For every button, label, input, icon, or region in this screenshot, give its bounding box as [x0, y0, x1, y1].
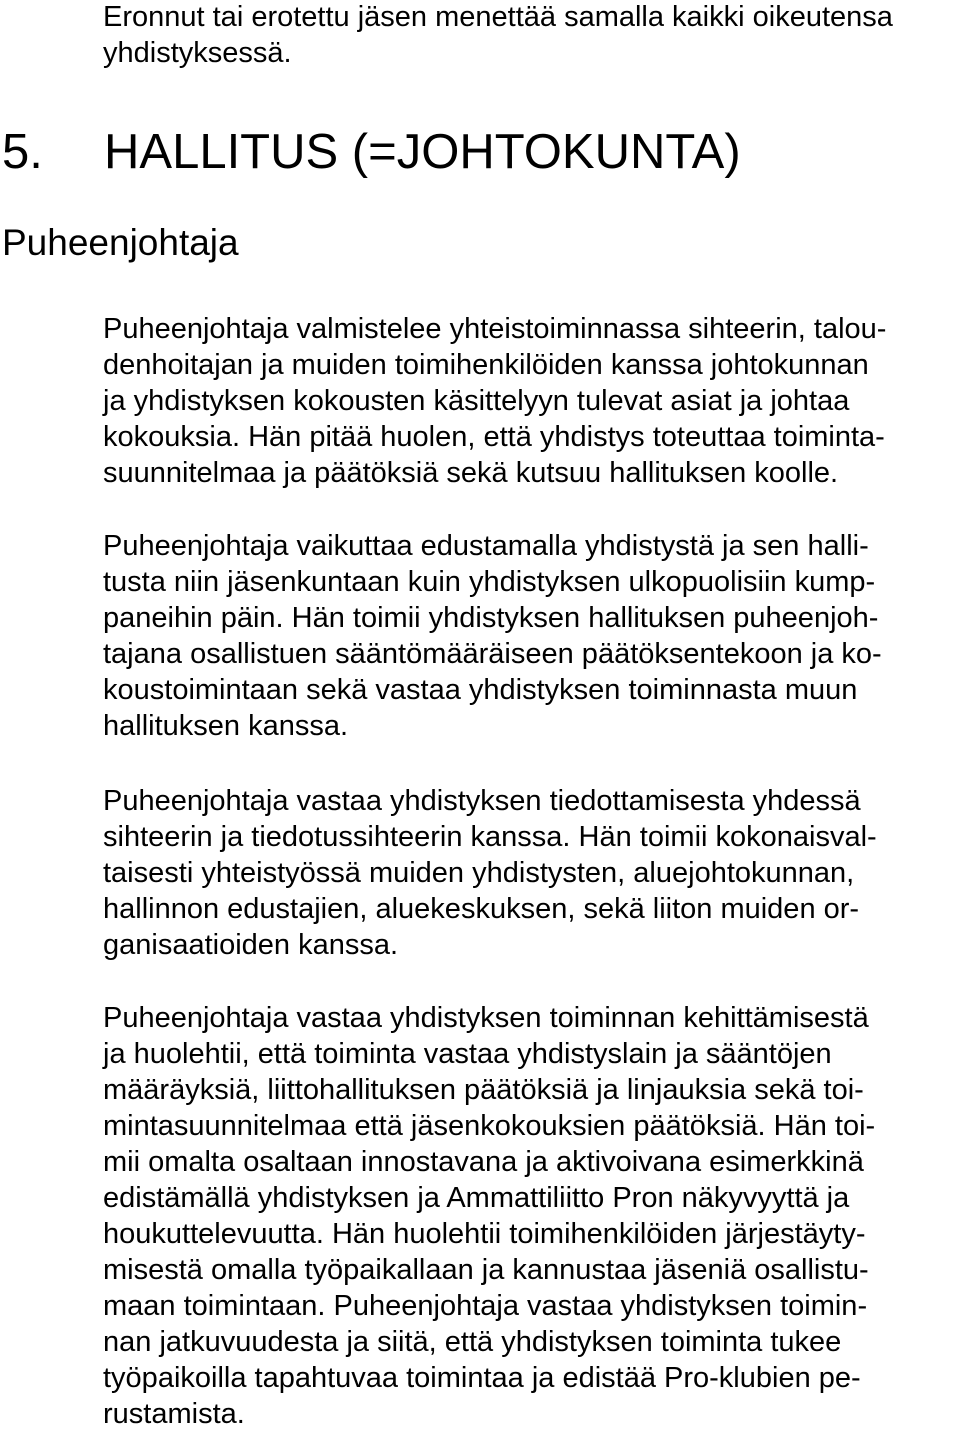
intro-line: yhdistyksessä. — [103, 37, 292, 69]
paragraph-line: houkuttelevuutta. Hän huolehtii toimihenkilöiden järjestäyty- — [103, 1218, 866, 1250]
paragraph-line: taisesti yhteistyössä muiden yhdistysten, aluejohtokunnan, — [103, 857, 855, 889]
paragraph-line: denhoitajan ja muiden toimihenkilöiden kanssa johtokunnan — [103, 349, 869, 381]
paragraph-line: Puheenjohtaja valmistelee yhteistoiminnassa sihteerin, talou- — [103, 313, 887, 345]
paragraph-line: ganisaatioiden kanssa. — [103, 929, 399, 961]
paragraph-line: Puheenjohtaja vastaa yhdistyksen toiminnan kehittämisestä — [103, 1002, 869, 1034]
section-title: HALLITUS (=JOHTOKUNTA) — [104, 125, 741, 179]
paragraph-line: kokouksia. Hän pitää huolen, että yhdistys toteuttaa toiminta- — [103, 421, 885, 453]
section-number: 5. — [2, 125, 43, 179]
paragraph-line: rustamista. — [103, 1398, 245, 1430]
paragraph-line: ja yhdistyksen kokousten käsittelyyn tulevat asiat ja johtaa — [103, 385, 850, 417]
paragraph-line: paneihin päin. Hän toimii yhdistyksen hallituksen puheenjoh- — [103, 602, 879, 634]
paragraph-line: misestä omalla työpaikallaan ja kannustaa jäseniä osallistu- — [103, 1254, 869, 1286]
paragraph-line: työpaikoilla tapahtuvaa toimintaa ja edistää Pro-klubien pe- — [103, 1362, 861, 1394]
paragraph-line: edistämällä yhdistyksen ja Ammattiliitto Pron näkyvyyttä ja — [103, 1182, 850, 1214]
intro-line: Eronnut tai erotettu jäsen menettää samalla kaikki oikeutensa — [103, 1, 893, 33]
paragraph-line: koustoimintaan sekä vastaa yhdistyksen toiminnasta muun — [103, 674, 858, 706]
subsection-title: Puheenjohtaja — [2, 222, 239, 263]
paragraph-line: Puheenjohtaja vaikuttaa edustamalla yhdistystä ja sen halli- — [103, 530, 869, 562]
paragraph-line: tajana osallistuen sääntömääräiseen päätöksentekoon ja ko- — [103, 638, 882, 670]
paragraph-line: maan toimintaan. Puheenjohtaja vastaa yhdistyksen toimin- — [103, 1290, 868, 1322]
paragraph-line: Puheenjohtaja vastaa yhdistyksen tiedottamisesta yhdessä — [103, 785, 861, 817]
paragraph-line: hallinnon edustajien, aluekeskuksen, sekä liiton muiden or- — [103, 893, 860, 925]
paragraph-line: mintasuunnitelmaa että jäsenkokouksien päätöksiä. Hän toi- — [103, 1110, 876, 1142]
paragraph-line: nan jatkuvuudesta ja siitä, että yhdistyksen toiminta tukee — [103, 1326, 842, 1358]
paragraph-line: mii omalta osaltaan innostavana ja aktivoivana esimerkkinä — [103, 1146, 864, 1178]
paragraph-line: ja huolehtii, että toiminta vastaa yhdistyslain ja sääntöjen — [103, 1038, 832, 1070]
paragraph-line: sihteerin ja tiedotussihteerin kanssa. Hän toimii kokonaisval- — [103, 821, 877, 853]
paragraph-line: määräyksiä, liittohallituksen päätöksiä ja linjauksia sekä toi- — [103, 1074, 864, 1106]
paragraph-line: suunnitelmaa ja päätöksiä sekä kutsuu hallituksen koolle. — [103, 457, 839, 489]
paragraph-line: tusta niin jäsenkuntaan kuin yhdistyksen ulkopuolisiin kump- — [103, 566, 876, 598]
paragraph-line: hallituksen kanssa. — [103, 710, 349, 742]
